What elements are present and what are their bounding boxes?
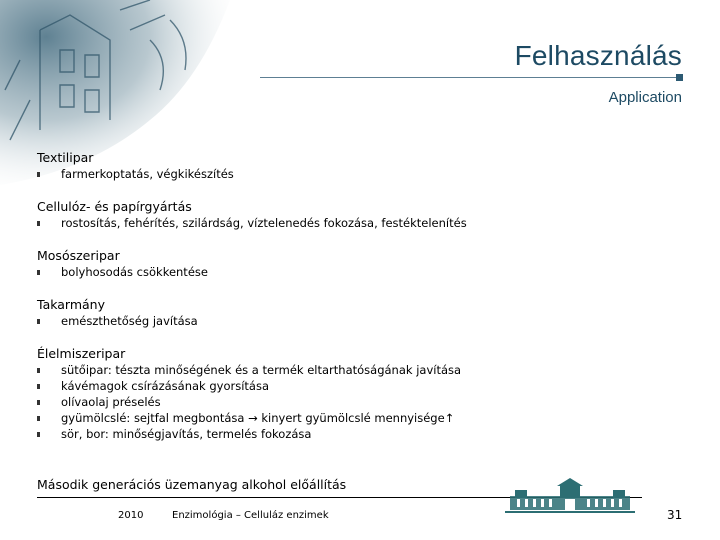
section-title: Mosószeripar: [37, 248, 120, 263]
bullet-list: [37, 215, 697, 231]
bullet-item: sör, bor: minőségjavítás, termelés fokozása: [37, 426, 697, 442]
section-feed: [37, 297, 697, 329]
slide-content: [37, 150, 697, 459]
bullet-item: olívaolaj préselés: [37, 394, 697, 410]
university-logo: [505, 478, 635, 518]
bullet-item: gyümölcslé: sejtfal megbontása → kinyert gyümölcslé mennyisége↑: [37, 410, 697, 426]
section-title: Takarmány: [37, 297, 105, 312]
bullet-item: kávémagok csírázásának gyorsítása: [37, 378, 697, 394]
second-gen-fuel-heading: Második generációs üzemanyag alkohol előállítás: [37, 477, 347, 492]
section-paper: [37, 199, 697, 231]
section-title: Cellulóz- és papírgyártás: [37, 199, 192, 214]
slide-subtitle: Application: [608, 89, 682, 106]
bullet-item: rostosítás, fehérítés, szilárdság, víztelenedés fokozása, festéktelenítés: [37, 215, 697, 231]
footer-year: 2010: [118, 510, 144, 521]
slide-title: Felhasználás: [514, 40, 682, 71]
bullet-item: sütőipar: tészta minőségének és a termék eltarthatóságának javítása: [37, 362, 697, 378]
footer-course: Enzimológia – Celluláz enzimek: [172, 510, 329, 521]
section-detergent: [37, 248, 697, 280]
section-title: Élelmiszeripar: [37, 346, 126, 361]
title-divider: [260, 77, 682, 78]
bullet-item: bolyhosodás csökkentése: [37, 264, 697, 280]
bullet-list: [37, 166, 697, 182]
bullet-item: emészthetőség javítása: [37, 313, 697, 329]
divider-square-icon: [676, 74, 683, 81]
bullet-list: [37, 313, 697, 329]
bullet-item: farmerkoptatás, végkikészítés: [37, 166, 697, 182]
section-title: Textilipar: [37, 150, 94, 165]
section-food: [37, 346, 697, 442]
bullet-list: [37, 362, 697, 442]
section-textile: [37, 150, 697, 182]
page-number: 31: [667, 508, 683, 522]
bullet-list: [37, 264, 697, 280]
